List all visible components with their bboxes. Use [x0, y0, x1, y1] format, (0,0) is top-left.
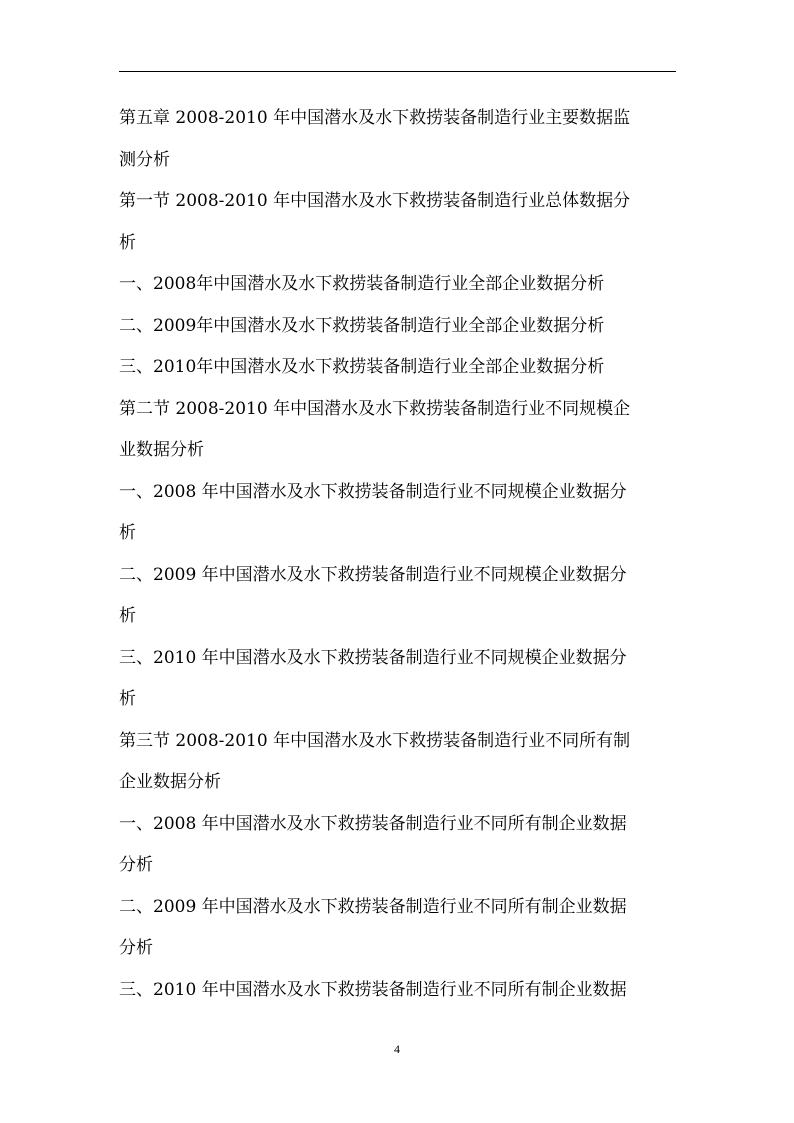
toc-line: 析 [119, 523, 136, 543]
toc-line: 第五章 2008-2010 年中国潜水及水下救捞装备制造行业主要数据监 [119, 108, 631, 128]
toc-line: 分析 [119, 938, 153, 958]
toc-line: 二、2009 年中国潜水及水下救捞装备制造行业不同所有制企业数据 [119, 896, 627, 917]
toc-line: 三、2010 年中国潜水及水下救捞装备制造行业不同规模企业数据分 [119, 647, 627, 668]
page-number: 4 [394, 1042, 400, 1056]
toc-line: 第一节 2008-2010 年中国潜水及水下救捞装备制造行业总体数据分 [119, 191, 631, 211]
toc-line: 一、2008年中国潜水及水下救捞装备制造行业全部企业数据分析 [119, 274, 605, 294]
toc-line: 二、2009 年中国潜水及水下救捞装备制造行业不同规模企业数据分 [119, 564, 627, 585]
toc-line: 测分析 [119, 149, 170, 170]
toc-line: 析 [119, 689, 136, 709]
toc-line: 二、2009年中国潜水及水下救捞装备制造行业全部企业数据分析 [119, 315, 605, 336]
toc-line: 析 [119, 606, 136, 626]
toc-line: 一、2008 年中国潜水及水下救捞装备制造行业不同所有制企业数据 [119, 813, 627, 834]
toc-line: 第二节 2008-2010 年中国潜水及水下救捞装备制造行业不同规模企 [119, 398, 631, 419]
toc-line: 一、2008 年中国潜水及水下救捞装备制造行业不同规模企业数据分 [119, 481, 627, 502]
toc-line: 企业数据分析 [119, 772, 221, 792]
toc-line: 三、2010年中国潜水及水下救捞装备制造行业全部企业数据分析 [119, 357, 605, 377]
header-rule [119, 71, 676, 72]
toc-line: 析 [119, 232, 136, 253]
toc-line: 业数据分析 [119, 440, 204, 460]
toc-line: 三、2010 年中国潜水及水下救捞装备制造行业不同所有制企业数据 [119, 979, 627, 1000]
toc-line: 分析 [119, 855, 153, 875]
table-of-contents [119, 98, 679, 1011]
toc-line: 第三节 2008-2010 年中国潜水及水下救捞装备制造行业不同所有制 [119, 730, 631, 751]
